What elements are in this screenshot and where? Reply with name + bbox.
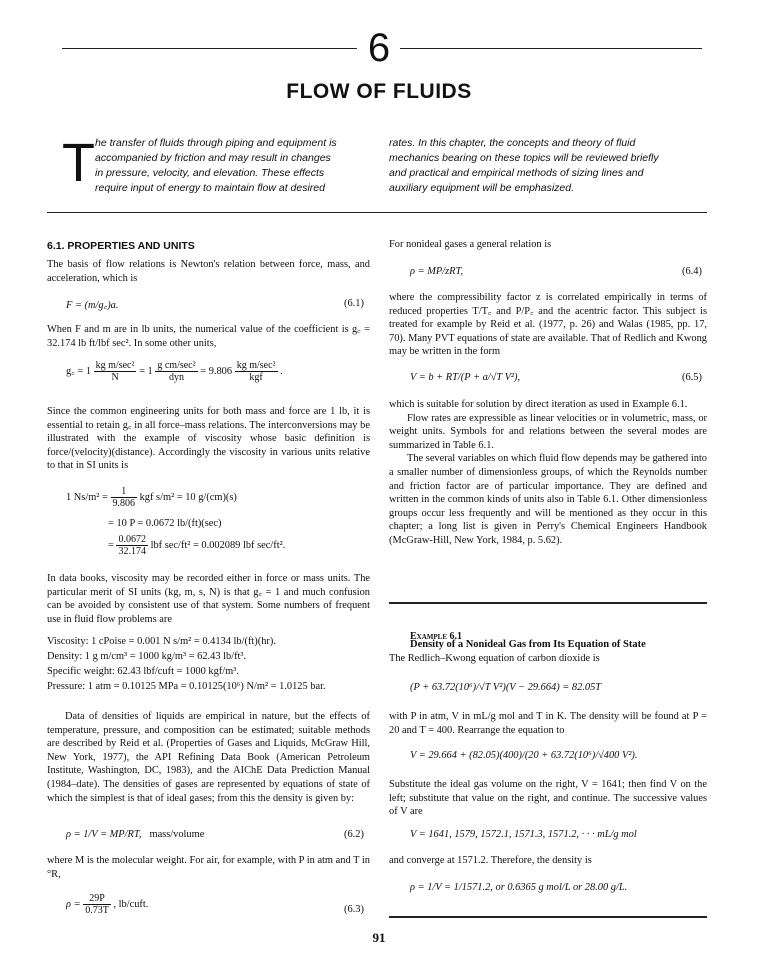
- unit-conversions-list: [47, 636, 326, 696]
- left-paragraph-3: Since the common engineering units for both mass and force are 1 lb, it is essential to retain g꜀ in all force–mass relations. The interconversions may be illustrated with the example of viscosity whose basic definition is force/(velocity)(distance). Accordingly the viscosity in various units relative to that in SI units is: [47, 406, 370, 472]
- example-label: Example 6.1: [410, 631, 463, 642]
- example-text-1: with P in atm, V in mL/g mol and T in K. The density will be found at P = 20 and T = 400. Rearrange the equation to: [389, 711, 707, 736]
- intro-line: mechanics bearing on these topics will be reviewed briefly: [389, 152, 659, 164]
- section-heading: 6.1. PROPERTIES AND UNITS: [47, 240, 195, 252]
- fraction: $\frac{\text{kg m/sec²}}{N}$: [95, 360, 135, 383]
- equation-6-3: ρ = $\frac{29P}{0.73T}$ , lb/cuft.: [66, 893, 149, 916]
- left-paragraph-4: In data books, viscosity may be recorded either in force or mass units. The particular merit of SI units (kg, m, s, N) is that g꜀ = 1 and much confusion can be avoided by consistent use of that system. Some numbers of frequent use in fluid flow problems are: [47, 573, 370, 625]
- example-intro: The Redlich–Kwong equation of carbon dioxide is: [389, 653, 600, 664]
- left-paragraph-6: where M is the molecular weight. For air, for example, with P in atm and T in °R,: [47, 855, 370, 880]
- example-equation-b: V = 29.664 + (82.05)(400)/(20 + 63.72(10⁶)/√400 V²).: [410, 750, 638, 761]
- equation-6-2: ρ = 1/V = MP/RT, mass/volume: [66, 829, 205, 840]
- page-number: 91: [372, 930, 386, 945]
- example-text-2: Substitute the ideal gas volume on the right, V = 1641; then find V on the left; substitute that value on the right, and continue. The successive values of V are: [389, 779, 707, 818]
- chapter-number: 6: [367, 26, 391, 70]
- example-equation-a: (P + 63.72(10⁶)/√T V²)(V − 29.664) = 82.05T: [410, 682, 602, 693]
- viscosity-line-3: = $\frac{0.0672}{32.174}$ lbf sec/ft² = 0.002089 lbf sec/ft².: [108, 534, 286, 557]
- unit-conversion: Viscosity: 1 cPoise = 0.001 N s/m² = 0.4134 lb/(ft)(hr).: [47, 636, 276, 647]
- unit-conversion: Density: 1 g m/cm³ = 1000 kg/m³ = 62.43 lb/ft³.: [47, 651, 247, 662]
- gc-conversion-equation: g꜀ = 1 $\frac{\text{kg m/sec²}}{N}$ = 1 $\frac{\text{g cm/sec²}}{\text{dyn}}$ = 9.806 $\frac{\text{kg m/sec²}}{\text{kgf}}$ .: [66, 360, 283, 383]
- example-top-rule: [389, 602, 707, 604]
- intro-divider: [47, 212, 707, 213]
- fraction: $\frac{1}{9.806}$: [112, 486, 135, 509]
- intro-right-column: [389, 136, 659, 196]
- intro-line: accompanied by friction and may result in changes: [95, 152, 331, 164]
- equation-6-5: V = b + RT/(P + a/√T V²),: [410, 372, 521, 383]
- left-paragraph-2: When F and m are in lb units, the numerical value of the coefficient is g꜀ = 32.174 lb ft/lbf sec². In some other units,: [47, 324, 370, 349]
- intro-line: and practical and empirical methods of sizing lines and: [389, 167, 644, 179]
- example-equation-c: V = 1641, 1579, 1572.1, 1571.3, 1571.2, · · · mL/g mol: [410, 829, 637, 840]
- equation-number: (6.2): [344, 829, 364, 840]
- example-title: Density of a Nonideal Gas from Its Equation of State: [410, 639, 646, 650]
- gc-lhs: g꜀ = 1: [66, 365, 92, 377]
- fraction: $\frac{29P}{0.73T}$: [85, 893, 109, 916]
- fraction: $\frac{\text{kg m/sec²}}{\text{kgf}}$: [236, 360, 276, 383]
- equation-number: (6.4): [682, 266, 702, 277]
- equation-6-1: F = (m/g꜀)a.: [66, 300, 119, 311]
- intro-line: in pressure, velocity, and elevation. These effects: [95, 167, 325, 179]
- right-paragraph-1: For nonideal gases a general relation is: [389, 239, 552, 250]
- fraction: $\frac{0.0672}{32.174}$: [118, 534, 146, 557]
- intro-left-column: [95, 136, 337, 196]
- intro-line: require input of energy to maintain flow at desired: [95, 182, 325, 194]
- example-equation-d: ρ = 1/V = 1/1571.2, or 0.6365 g mol/L or 28.00 g/L.: [410, 882, 628, 893]
- example-text-3: and converge at 1571.2. Therefore, the density is: [389, 855, 592, 866]
- right-paragraph-2: where the compressibility factor z is correlated empirically in terms of reduced properties T/T꜀ and P/P꜀ and the acentric factor. This subject is treated for example by Reid et al. (1977, p. 26) and Walas (1985, pp. 17, 70). Many PVT equations of state are available. That of Redlich and Kwong may be written in the form: [389, 292, 707, 358]
- viscosity-line-2: = 10 P = 0.0672 lb/(ft)(sec): [108, 518, 222, 529]
- equation-number: (6.3): [344, 904, 364, 915]
- intro-line: rates. In this chapter, the concepts and theory of fluid: [389, 137, 636, 149]
- equation-6-4: ρ = MP/zRT,: [410, 266, 464, 277]
- equation-number: (6.1): [344, 298, 364, 309]
- left-paragraph-5: Data of densities of liquids are empirical in nature, but the effects of temperature, pressure, and composition can be estimated; suitable methods are described by Reid et al. (Properties of Gases and Liquids, McGraw Hill, New York, 1977), the API Refining Data Book (American Petroleum Institute, Washington, DC, 1983), and the AIChE Data Prediction Manual (1984–date). The densities of gases are represented by equations of state of which the simplest is that of ideal gases; from this the density is given by:: [47, 711, 370, 804]
- fraction: $\frac{\text{g cm/sec²}}{\text{dyn}}$: [157, 360, 196, 383]
- unit-conversion: Pressure: 1 atm = 0.10125 MPa = 0.10125(10⁶) N/m² = 1.0125 bar.: [47, 681, 326, 692]
- example-bottom-rule: [389, 916, 707, 918]
- equation-number: (6.5): [682, 372, 702, 383]
- viscosity-line-1: 1 Ns/m² = $\frac{1}{9.806}$ kgf s/m² = 10 g/(cm)(s): [66, 486, 237, 509]
- unit-conversion: Specific weight: 62.43 lbf/cuft = 1000 kgf/m³.: [47, 666, 239, 677]
- left-paragraph-1: The basis of flow relations is Newton's relation between force, mass, and acceleration, which is: [47, 259, 370, 284]
- intro-line: auxiliary equipment will be emphasized.: [389, 182, 575, 194]
- chapter-title: FLOW OF FLUIDS: [286, 80, 472, 103]
- intro-line: he transfer of fluids through piping and equipment is: [95, 137, 337, 149]
- intro-drop-cap: T: [62, 133, 95, 193]
- right-paragraph-3: which is suitable for solution by direct iteration as used in Example 6.1. Flow rates are expressible as linear velocities or in volumetric, mass, or weight units. Symbols for and relations between the several modes are summarized in Table 6.1. The several variables on which fluid flow depends may be gathered into a smaller number of dimensionless groups, of which the Reynolds number and friction factor are of particular importance. They are defined and written in the common kinds of units also in Table 6.1. Other dimensionless groups occur less frequently and will be mentioned as they occur in this chapter; a long list is given in Perry's Chemical Engineers Handbook (McGraw-Hill, New York, 1984, p. 5.62).: [389, 399, 707, 546]
